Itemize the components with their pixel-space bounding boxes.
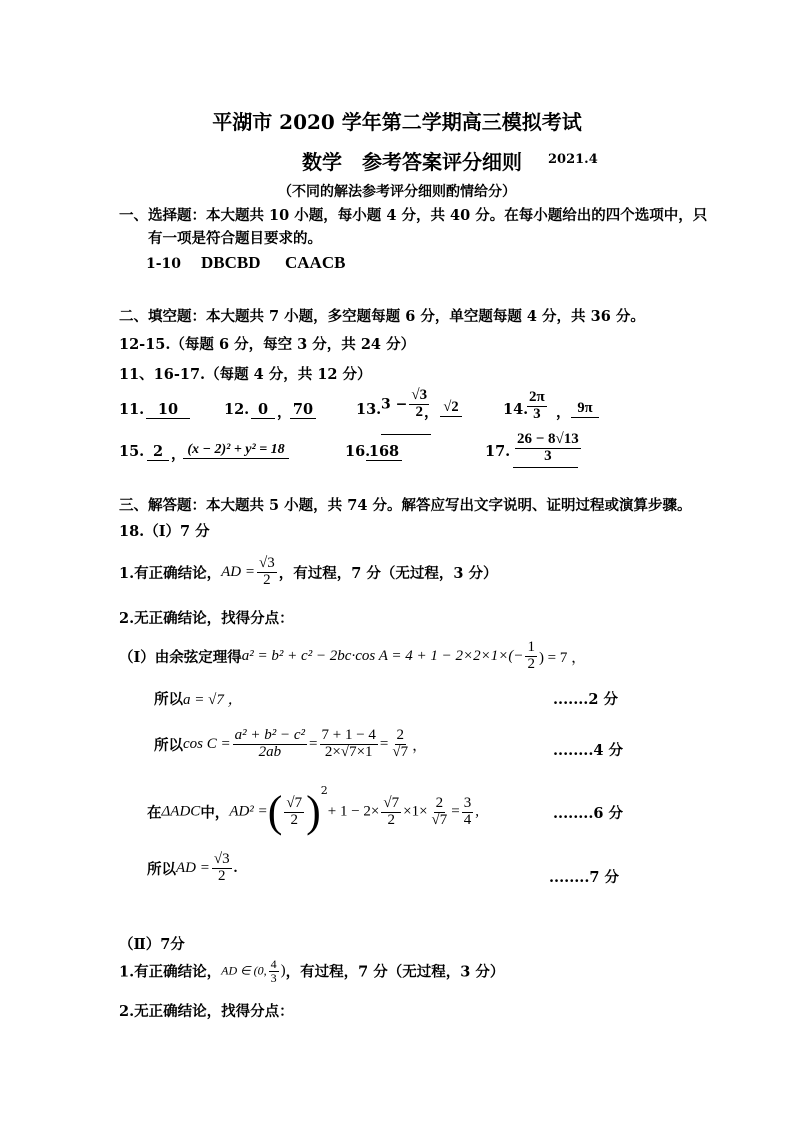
cos-c-fraction-3 [390, 728, 410, 761]
comma: ， [424, 404, 439, 421]
cosine-law-expression: a² = b² + c² − 2bc·cos A = 4 + 1 − 2×2×1×(− [241, 647, 524, 664]
ad-final: AD = [176, 859, 210, 876]
half-den: 2 [527, 655, 535, 672]
q11-label: 11. [119, 401, 145, 418]
equals: = [379, 735, 389, 752]
q17-den: 3 [544, 447, 552, 464]
rule-score-note: ，有过程，7 分（无过程，3 分） [278, 564, 498, 582]
cos-c-expression: cos C = [183, 735, 231, 752]
step5-text: 所以 [147, 860, 176, 878]
equals: = [451, 803, 460, 820]
s4f2-den: 2 [387, 811, 395, 828]
s5-num: √3 [213, 851, 230, 867]
rule-correct-conclusion: 1.有正确结论， [119, 564, 222, 582]
comma: ， [277, 404, 292, 421]
grading-note: （不同的解法参考评分细则酌情给分） [278, 184, 516, 200]
page-subtitle: 数学 参考答案评分细则 [302, 150, 522, 174]
step2-text: 所以 [154, 691, 183, 708]
ad-fraction [257, 556, 277, 589]
interval-fraction [269, 958, 279, 984]
q14-den: 3 [533, 405, 541, 422]
q18-part2-title: （Ⅱ）7分 [119, 936, 185, 953]
q12-answer-2: 70 [290, 401, 316, 419]
mc-range: 1-10 [146, 256, 182, 272]
rule-score-note-2: ，有过程，7 分（无过程，3 分） [285, 963, 505, 981]
q17-label: 17. [485, 443, 511, 460]
step4-middle: + 1 − 2× [327, 803, 380, 820]
q14-num: 2π [529, 389, 545, 405]
ad-interval: AD ∈ (0, [221, 963, 267, 978]
section2-heading: 二、填空题：本大题共 7 小题，多空题每题 6 分，单空题每题 4 分，共 36 分。 [119, 308, 645, 325]
q16-label: 16. [345, 443, 371, 460]
interval-close: ) [280, 962, 286, 979]
step4-fraction-4 [462, 796, 474, 829]
equals: = [309, 735, 318, 752]
q13-lead: 3 − [381, 396, 408, 413]
frac3-num: 2 [396, 727, 404, 743]
interval-den: 3 [270, 970, 277, 985]
s4f4-num: 3 [463, 794, 472, 811]
section1-heading: 一、选择题：本大题共 10 小题，每小题 4 分，共 40 分。在每小题给出的四个选项中，只 [119, 207, 708, 224]
s4f2-num: √7 [383, 794, 400, 811]
frac1-den: 2ab [258, 743, 282, 760]
q17-num: 26 − 8√13 [517, 431, 579, 447]
step1-lead: （Ⅰ）由余弦定理得 [119, 648, 242, 666]
s4f3-num: 2 [435, 794, 444, 811]
comma: ， [171, 446, 186, 463]
mc-answers-1: DBCBD [201, 253, 261, 272]
exam-date: 2021.4 [548, 152, 598, 167]
cos-c-fraction-1 [233, 728, 307, 761]
step1-result: ) = 7 ， [538, 649, 587, 666]
s4f1-den: 2 [290, 811, 298, 828]
step3-text: 所以 [154, 736, 183, 754]
triangle-adc: ΔADC [161, 803, 201, 820]
ad-expression: AD = [221, 563, 256, 580]
mc-answers-2: CAACB [285, 253, 346, 272]
q13-num: √3 [411, 387, 428, 403]
ad-final-fraction [212, 852, 232, 885]
ad-squared: AD² = [229, 803, 268, 820]
q12-label: 12. [224, 401, 250, 418]
ad-den: 2 [263, 571, 271, 588]
s4f3-den: √7 [431, 811, 448, 828]
q14-answer-2: 9π [571, 400, 599, 418]
q15-answer-2: (x − 2)² + y² = 18 [183, 442, 289, 459]
frac1-num: a² + b² − c² [234, 727, 306, 743]
ad-num: √3 [259, 555, 275, 571]
q11-answer: 10 [146, 401, 190, 419]
comma: , [475, 803, 479, 820]
s4f1-num: √7 [286, 794, 303, 811]
square-exponent: 2 [320, 784, 328, 797]
s5-den: 2 [217, 867, 226, 884]
step4-middle-2: ×1× [403, 803, 428, 820]
step4-fraction-1 [284, 796, 304, 829]
q13-den: 2 [415, 403, 423, 420]
q13-label: 13. [356, 401, 382, 418]
interval-num: 4 [270, 957, 277, 971]
rule-correct-conclusion-2: 1.有正确结论， [119, 963, 222, 981]
half-num: 1 [527, 639, 535, 655]
frac3-den: √7 [392, 743, 409, 760]
q14-label: 14. [503, 401, 529, 418]
fill-rule-2: 11、16-17.（每题 4 分，共 12 分） [119, 366, 372, 383]
half-fraction [525, 640, 537, 673]
rule-no-conclusion-2: 2.无正确结论，找得分点： [119, 1003, 294, 1020]
step4-score: ........6 分 [553, 805, 624, 822]
q14-fraction [527, 390, 547, 423]
q16-answer: 168 [366, 443, 402, 461]
step4-lead: 在 [147, 804, 162, 822]
step4-fraction-2 [381, 796, 401, 829]
fill-rule-1: 12-15.（每题 6 分，每空 3 分，共 24 分） [119, 336, 416, 353]
q17-fraction [515, 432, 581, 465]
step4-mid: 中， [200, 804, 230, 822]
right-paren: ) [306, 787, 321, 836]
cos-c-fraction-2 [320, 728, 378, 761]
frac2-den: 2×√7×1 [324, 743, 373, 760]
left-paren: ( [267, 787, 283, 836]
q12-answer-1: 0 [251, 401, 275, 419]
comma: ， [412, 737, 428, 754]
q18-part1-title: 18.（Ⅰ）7 分 [119, 523, 210, 540]
step4-fraction-3 [430, 796, 450, 829]
section1-heading-cont: 有一项是符合题目要求的。 [148, 230, 322, 247]
step3-score: ........4 分 [553, 742, 624, 759]
step5-score: ........7 分 [549, 869, 620, 886]
q13-answer-2: √2 [440, 399, 462, 417]
comma: ， [556, 404, 571, 421]
page-title: 平湖市 2020 学年第二学期高三模拟考试 [212, 110, 582, 134]
period: . [233, 859, 238, 876]
step2-expression: a = √7 ， [183, 692, 243, 708]
section3-heading: 三、解答题：本大题共 5 小题，共 74 分。解答应写出文字说明、证明过程或演算步骤。 [119, 497, 692, 514]
frac2-num: 7 + 1 − 4 [321, 727, 376, 743]
q15-label: 15. [119, 443, 145, 460]
q15-answer-1: 2 [147, 443, 169, 461]
s4f4-den: 4 [463, 811, 472, 828]
rule-no-conclusion: 2.无正确结论，找得分点： [119, 610, 294, 627]
step2-score: .......2 分 [553, 691, 618, 708]
